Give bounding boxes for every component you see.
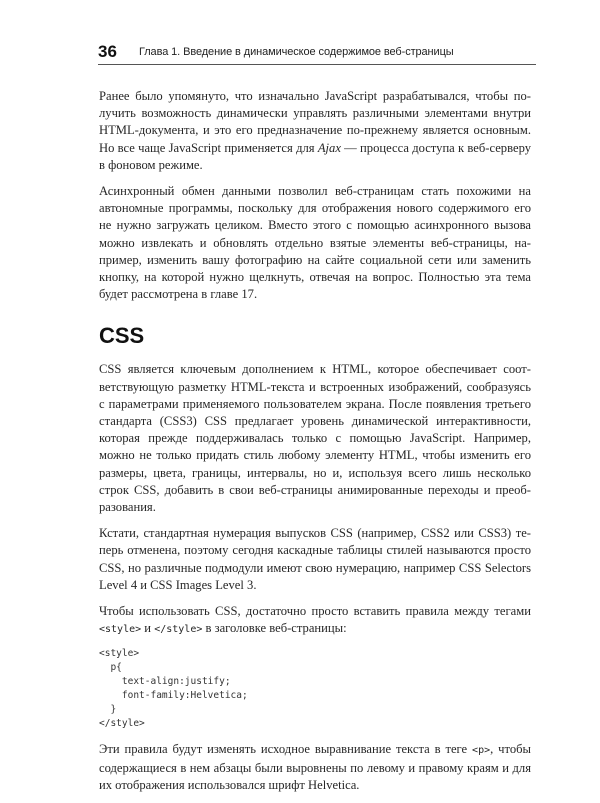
section-heading-css: CSS (99, 323, 145, 349)
paragraph-text: и (141, 621, 155, 636)
chapter-title: Глава 1. Введение в динамическое содержимое веб-страницы (139, 46, 454, 58)
inline-code-style-open: <style> (99, 624, 142, 636)
inline-code-style-close: </style> (154, 624, 203, 636)
paragraph-css-explain (99, 741, 531, 794)
page-number: 36 (98, 42, 117, 61)
paragraph-css-versions: Кстати, стандартная нумерация выпусков CSS (например, CSS2 или CSS3) теперь отменена, поэтому сегодня каскадные таблицы стилей называются просто CSS, но различные подмодули имеют свою нумерацию, например CSS Selectors Level 4 и CSS Images Level 3. (99, 526, 531, 592)
paragraph-css-intro: CSS является ключевым дополнением к HTML, которое обеспечивает соответствующую разметку HTML-текста и встроенных изображений, сообразуясь с параметрами применяемого пользователем экрана. После появления третьего стандарта (CSS3) CSS предлагает уровень динамической интерактивности, которая прежде поддерживалась только с помощью JavaScript. Например, можно не только придать стиль любому элементу HTML, чтобы изменить его размеры, цвета, границы, интервалы, но и, используя всего лишь несколько строк CSS, добавить в свои веб-страницы анимированные переходы и преобразования. (99, 362, 531, 515)
running-header (98, 42, 536, 65)
page-body (99, 88, 531, 803)
paragraph-intro (99, 88, 531, 174)
code-block: <style> p{ text-align:justify; font-family:Helvetica; } </style> (99, 648, 248, 730)
paragraph-text: в заголовке веб-страницы: (202, 621, 347, 636)
paragraph-text: , чтобы содержащиеся в нем абзацы были выровнены по левому и правому краям и для их отображения использовался шрифт Helvetica. (99, 742, 532, 792)
paragraph-text: Чтобы использовать CSS, достаточно просто вставить правила между тегами (99, 604, 531, 619)
paragraph-text: Эти правила будут изменять исходное выравнивание текста в теге (99, 742, 473, 757)
paragraph-text: Ранее было упомянуто, что изначально JavaScript разрабатывался, чтобы получить возможность динамически управлять различными элементами внутри HTML-документа, и это его предназначение по-прежнему является основным. Но все чаще JavaScript применяется для (99, 89, 531, 155)
paragraph-text: — процесса доступа к веб-серверу в фоновом режиме. (99, 140, 531, 172)
ajax-term: Ajax (317, 140, 341, 155)
inline-code-p: <p> (472, 745, 491, 757)
paragraph-async: Асинхронный обмен данными позволил веб-страницам стать похожими на автономные программы, поскольку для отображения нового содержимого его не нужно загружать целиком. Вместо этого с помощью асинхронного вызова можно извлекать и обновлять отдельно взятые элементы веб-страницы, например, изменить вашу фотографию на сайте социальной сети или заменить кнопку, на которой нужно щелкнуть, отвечая на вопрос. Полностью эта тема будет рассмотрена в главе 17. (99, 184, 531, 302)
paragraph-css-usage (99, 603, 531, 638)
